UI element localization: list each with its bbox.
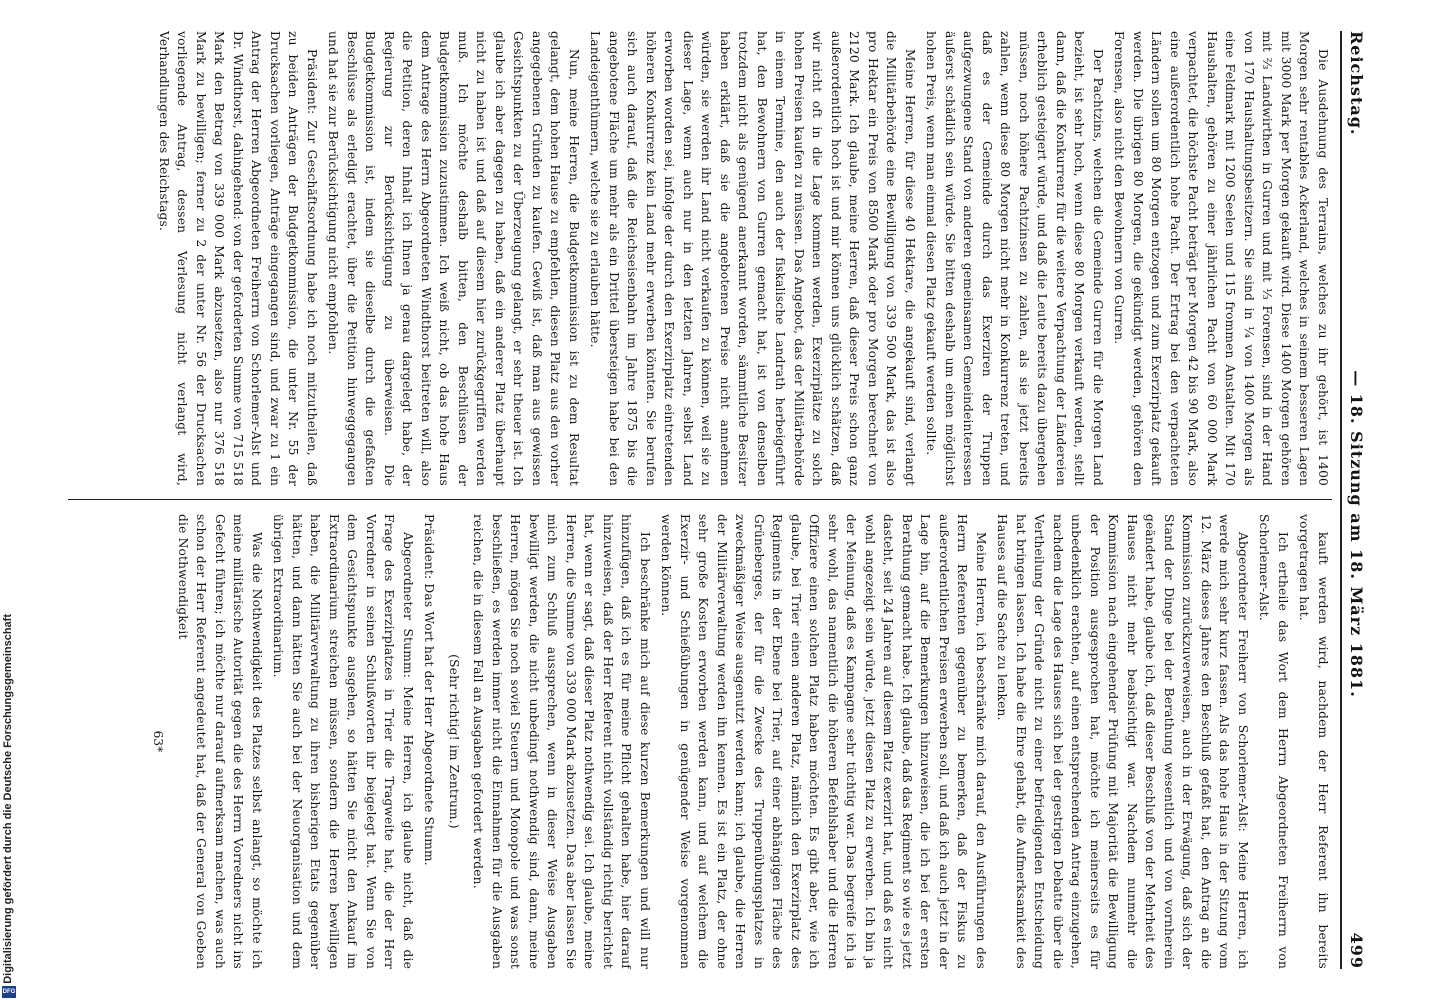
paragraph: Abgeordneter Freiherr von Schorlemer-Alst: Meine Herren, ich werde mich sehr kurz fassen. Als das hohe Haus in der Sitzung vom 12. März dieses Jahres den Beschluß gefaßt hat, den Antrag an die Kommission zurückzuverweisen, auch in der Erwägung, daß sich der Stand der Dinge bei der Berathung wesentlich und von vornherein geändert habe, glaube ich, daß dieser Beschluß von der Mehrheit des Hauses nicht mehr beabsichtigt war. Nachdem nunmehr die Kommission nach eingehender Prüfung mit Majorität die Bewilligung der Position ausgesprochen hat, möchte ich meinerseits es für unbedenklich erachten, auf einen entsprechenden Antrag einzugehen, nachdem die Lage des Hauses sich bei der gestrigen Debatte über die Vertheilung der Gründe nicht zu einer befriedigenden Entscheidung hat bringen lassen. Ich habe die Ehre gehabt, die Aufmerksamkeit des Hauses auf die Sache zu lenken. xyxy=(995,514,1250,969)
scanned-page xyxy=(46,17,1386,983)
applause-note: (Sehr richtig! im Zentrum.) xyxy=(447,654,461,829)
column-divider xyxy=(68,499,1332,500)
right-intro xyxy=(1255,514,1332,969)
header-session: — 18. Sitzung am 18. März 1881. xyxy=(1347,370,1367,698)
paragraph: Ich ertheile das Wort dem Herrn Abgeordneten Freiherrn von Schorlemer-Alst. xyxy=(1257,514,1290,969)
dfg-logo: DFG xyxy=(2,986,16,998)
left-paragraphs xyxy=(324,31,1332,486)
paragraph: Präsident: Zur Geschäftsordnung habe ich noch mitzutheilen, daß zu beiden Anträgen der Budgetkommission, die unter Nr. 55 der Drucksachen vorliegen, Anträge eingegangen sind, und zwar zu 1 ein Antrag der Herren Abgeordneten Freiherrn von Schorlemer-Alst und Dr. Windthorst, dahingehend: von der geforderten Summe von 715 518 Mark den Betrag von 339 000 Mark abzusetzen, also nur 376 518 Mark zu bewilligen; ferner zu 2 der unter Nr. 56 der Drucksachen vorliegende Antrag, dessen Verlesung nicht verlangt wird, Verhandlungen des Reichstags. xyxy=(157,31,319,486)
right-column xyxy=(58,514,1332,969)
paragraph: Was die Nothwendigkeit des Platzes selbst anlangt, so möchte ich meine militärische Autorität gegen die des Herrn Vorredners nicht ins Gefecht führen; ich möchte nur darauf aufmerksam machen, was auch schon der Herr Referent angedeutet hat, daß der General von Goeben die Nothwendigkeit xyxy=(176,514,264,969)
paragraph: Nun, meine Herren, die Budgetkommission ist zu dem Resultat gelangt, dem hohen Hause zu empfehlen, diesen Platz aus den vorher angegebenen Gründen zu kaufen. Gewiß ist, daß man aus gewissen Gesichtspunkten zu der Überzeugung gelangt, er sehr theuer ist. Ich glaube ich aber dagegen zu haben, daß ein anderer Platz überhaupt nicht zu haben ist und daß auf diesem hier zurückgegriffen werden muß. Ich möchte deshalb bitten, den Beschlüssen der Budgetkommission zuzustimmen. Ich weiß nicht, ob das hohe Haus dem Antrage des Herrn Abgeordneten Windthorst beitreten will, also die Petition, deren Inhalt ich Ihnen ja genau dargelegt habe, der Regierung zur Berücksichtigung zu überweisen. Die Budgetkommission ist, indem sie dieselbe durch die gefaßten Beschlüsse als erledigt erachtet, über die Petition hinweggegangen und hat sie zur Berücksichtigung nicht empfohlen. xyxy=(326,31,581,486)
page-header xyxy=(1340,31,1372,969)
paragraph: Meine Herren, für diese 40 Hektare, die angekauft sind, verlangt die Militärbehörde eine Bewilligung von 339 500 Mark, das ist also pro Hektar ein Preis von 8500 Mark oder pro Morgen berechnet von 2120 Mark. Ich glaube, meine Herren, daß dieser Preis schon ganz außerordentlich hoch ist und mir können uns glücklich schätzen, daß wir nicht oft in die Lage kommen werden, Exerzirplätze zu solch hohen Preisen kaufen zu müssen. Das Angebot, das der Militärbehörde in einem Termine, den auch der fiskalische Landrath herbeigeführt hat, den Bewohnern von Gurren gemacht hat, ist von denselben trotzdem nicht als genügend anerkannt worden, sämmtliche Besitzer haben erklärt, daß sie die angebotenen Preise nicht annehmen würden, sie werden ihr Land nicht verkaufen zu können, weil sie zu dieser Lage, wenn auch nur in den letzten Jahren, selbst Land erworben worden sei, infolge der durch den Exerzirplatz eintretenden höheren Konkurrenz kein Land mehr erwerben könnten. Sie berufen sich auch darauf, daß die Reichseisenbahn im Jahre 1875 bis die angebotene Fläche um mehr als ein Drittel übersteigen habe bei den Landeigenthümern, welche sie zu erlauben hätte. xyxy=(588,31,917,486)
sidebar-footer xyxy=(0,0,18,1000)
paragraph: kauft werden wird, nachdem der Herr Referent ihn bereits vorgetragen hat. xyxy=(1297,514,1330,969)
funding-note: Digitalisierung gefördert durch die Deutsche Forschungsgemeinschaft xyxy=(2,614,14,984)
paragraph: Ich beschränke mich auf diese kurzen Bemerkungen und will nur hinzufügen, daß ich es für meine Pflicht gehalten habe, hier darauf hinzuweisen, daß der Herr Referent nicht vollständig richtig berichtet hat, wenn er sagt, daß dieser Platz nothwendig sei. Ich glaube, meine Herren, die Summe von 339 000 Mark abzusetzen. Das aber lassen Sie mich zum Schluß aussprechen, wenn in dieser Weise Ausgaben bewilligt werden, die nicht unbedingt nothwendig sind, dann, meine Herren, mögen Sie noch soviel Steuern und Monopole und was sonst beschließen, es werden immer nicht die Einnahmen für die Ausgaben reichen, die in diesem Fall an Ausgaben gefordert werden. xyxy=(471,514,652,969)
header-title: Reichstag. xyxy=(1347,31,1367,136)
paragraph: Die Ausdehnung des Terrains, welches zu ihr gehört, ist 1400 Morgen sehr rentables Ackerland, welches in seinem besseren Lagen mit 3000 Mark per Morgen gekauft wird. Diese 1400 Morgen gehören mit ⅔ Landwirthen in Gurren und mit ⅓ Forensen, sind in der Hand von 170 Haushaltungsbesitzern. Sie sind in ¼ von 1400 Morgen als eine Feldmark mit 1200 Seelen und 115 frommen Anstalten. Mit 170 Haushalten, gehören zu einer jährlichen Pacht von 60 000 Mark verpachtet, die höchste Pacht beträgt per Morgen 42 bis 90 Mark, also eine außerordentlich hohe Pacht. Der Ertrag bei den verpachteten Ländern sollen um 80 Morgen entzogen und zum Exerzirplatz gekauft werden. Die übrigen 80 Morgen, die gekündigt werden, gehören den Forensen, also nicht den Bewohnern von Gurren. xyxy=(1112,31,1330,486)
left-column xyxy=(58,31,1332,486)
paragraph: Der Pachtzins, welchen die Gemeinde Gurren für die Morgen Land bezieht, ist sehr hoch, wenn diese 80 Morgen verkauft werden, stellt dann, daß die Konkurrenz für die weitere Verpachtung der Ländereien erheblich gesteigert würde, und daß die Leute bereits dazu übergehen müssen, noch höhere Pachtzinsen zu zahlen, als sie jetzt bereits zahlen, wenn diese 80 Morgen nicht mehr in Konkurrenz treten, und daß es der Gemeinde durch das Exerziren der Truppen aufgezwungene Stand von anderen gemeinsamen Gemeindeinteressen äußerst schädlich sein würde. Sie bitten deshalb um einen möglichst hohen Preis, wenn man einmal diesen Platz gekauft werden sollte. xyxy=(924,31,1105,486)
page-mark: 63* xyxy=(151,730,166,753)
left-tail xyxy=(155,31,322,486)
page-number: 499 xyxy=(1347,932,1367,969)
paragraph: Abgeordneter Stumm: Meine Herren, ich glaube nicht, daß die Frage des Exerzirplatzes in Trier die Tragweite hat, die der Herr Vorredner in seinen Schlußworten ihr beigelegt hat. Wenn Sie von dem Gesichtspunkte ausgehen, so hätten Sie nicht den Ankauf im Extraordinarium streichen müssen, sondern die Herren bewilligen haben, die Militärverwaltung zu ihren bisherigen Etats gegenüber hätten, und dann hätten Sie auch bei der Neuorganisation und dem übrigen Extraordinarium. xyxy=(271,514,415,969)
right-stumm xyxy=(174,514,418,969)
president-line: Präsident: Das Wort hat der Herr Abgeordnete Stumm. xyxy=(422,514,437,866)
paragraph: Meine Herren, ich beschränke mich darauf, den Ausführungen des Herrn Referenten gegenüber zu bemerken, daß der Fiskus zu außerordentlichen Preisen erwerben soll, und daß ich auch jetzt in der Lage bin, auf die Bemerkungen hinzuweisen, die ich bei der ersten Berathung gemacht habe. Ich glaube, daß das Regiment so wie es jetzt dasteht, seit 24 Jahren auf diesem Platz exerzirt hat, und daß es nicht wohl angezeigt sein würde, jetzt diesen Platz zu erwerben. Ich bin ja der Meinung, daß es Kampagne sehr tüchtig war. Das begreife ich ja sehr wohl, das namentlich die höheren Befehlshaber und die Herren Offiziere einen solchen Platz haben möchten. Es gibt aber, wie ich glaube, bei Trier einen anderen Platz, nämlich den Exerzirplatz des Regiments in der Ebene bei Trier, auf einer abhängigen Fläche des Grüneberges, der für die Zwecke des Truppenübungsplatzes in zweckmäßiger Weise ausgenutzt werden kann; ich glaube, die Herren der Militärverwaltung werden ihn kennen. Es ist ein Platz, der ohne sehr große Kosten erworben werden kann, und auf welchem die Exerzir- und Schießübungen in genügender Weise vorgenommen werden können. xyxy=(659,514,988,969)
right-speech xyxy=(469,514,1252,969)
